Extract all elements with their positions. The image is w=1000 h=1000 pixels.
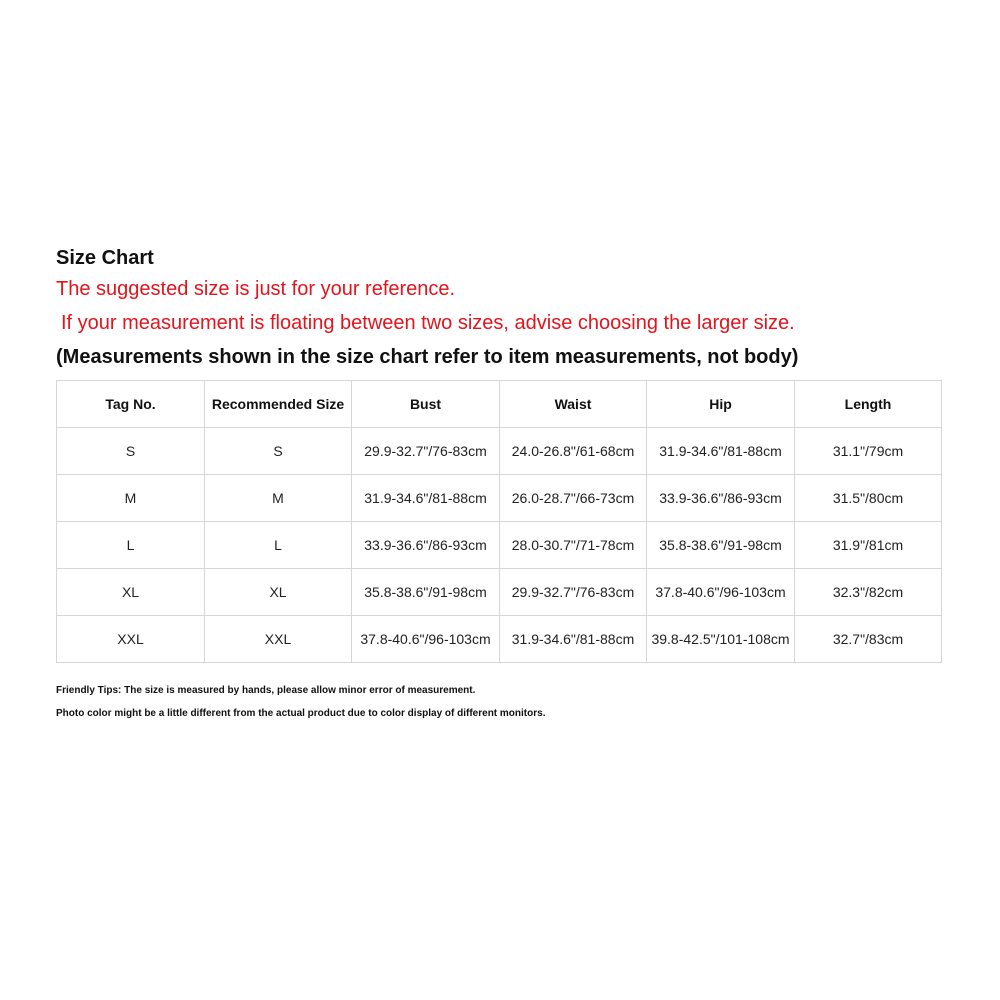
table-row: [57, 616, 942, 663]
size-table: [56, 380, 942, 663]
cell-bust: 35.8-38.6"/91-98cm: [352, 569, 500, 616]
cell-tag-no: S: [57, 428, 205, 475]
cell-recommended-size: XXL: [205, 616, 352, 663]
cell-waist: 31.9-34.6"/81-88cm: [500, 616, 647, 663]
cell-length: 31.9"/81cm: [795, 522, 942, 569]
cell-bust: 33.9-36.6"/86-93cm: [352, 522, 500, 569]
reference-note: The suggested size is just for your reference.: [56, 278, 456, 300]
cell-length: 31.5"/80cm: [795, 475, 942, 522]
cell-recommended-size: L: [205, 522, 352, 569]
cell-tag-no: XXL: [57, 616, 205, 663]
header-length: Length: [795, 381, 942, 428]
cell-length: 32.7"/83cm: [795, 616, 942, 663]
cell-waist: 29.9-32.7"/76-83cm: [500, 569, 647, 616]
header-recommended-size: Recommended Size: [205, 381, 352, 428]
cell-recommended-size: XL: [205, 569, 352, 616]
cell-hip: 35.8-38.6"/91-98cm: [647, 522, 795, 569]
cell-recommended-size: S: [205, 428, 352, 475]
header-bust: Bust: [352, 381, 500, 428]
cell-bust: 37.8-40.6"/96-103cm: [352, 616, 500, 663]
table-row: [57, 522, 942, 569]
cell-recommended-size: M: [205, 475, 352, 522]
cell-hip: 33.9-36.6"/86-93cm: [647, 475, 795, 522]
table-row: [57, 569, 942, 616]
friendly-tips: [56, 679, 941, 725]
cell-tag-no: XL: [57, 569, 205, 616]
tip-measurement-error: Friendly Tips: The size is measured by hands, please allow minor error of measurement.: [56, 685, 476, 696]
header-waist: Waist: [500, 381, 647, 428]
cell-hip: 31.9-34.6"/81-88cm: [647, 428, 795, 475]
header-hip: Hip: [647, 381, 795, 428]
cell-tag-no: M: [57, 475, 205, 522]
table-header-row: [57, 381, 942, 428]
cell-bust: 31.9-34.6"/81-88cm: [352, 475, 500, 522]
header-tag-no: Tag No.: [57, 381, 205, 428]
measurement-disclaimer: (Measurements shown in the size chart refer to item measurements, not body): [56, 346, 799, 368]
table-row: [57, 475, 942, 522]
size-chart-section: [56, 244, 941, 725]
tip-photo-color: Photo color might be a little different from the actual product due to color display of different monitors.: [56, 708, 546, 719]
cell-tag-no: L: [57, 522, 205, 569]
cell-waist: 26.0-28.7"/66-73cm: [500, 475, 647, 522]
cell-waist: 28.0-30.7"/71-78cm: [500, 522, 647, 569]
cell-length: 31.1"/79cm: [795, 428, 942, 475]
sizing-advice-note: If your measurement is floating between two sizes, advise choosing the larger size.: [61, 312, 795, 334]
cell-waist: 24.0-26.8"/61-68cm: [500, 428, 647, 475]
table-row: [57, 428, 942, 475]
cell-hip: 39.8-42.5"/101-108cm: [647, 616, 795, 663]
page-title: Size Chart: [56, 247, 154, 269]
cell-hip: 37.8-40.6"/96-103cm: [647, 569, 795, 616]
cell-bust: 29.9-32.7"/76-83cm: [352, 428, 500, 475]
cell-length: 32.3"/82cm: [795, 569, 942, 616]
